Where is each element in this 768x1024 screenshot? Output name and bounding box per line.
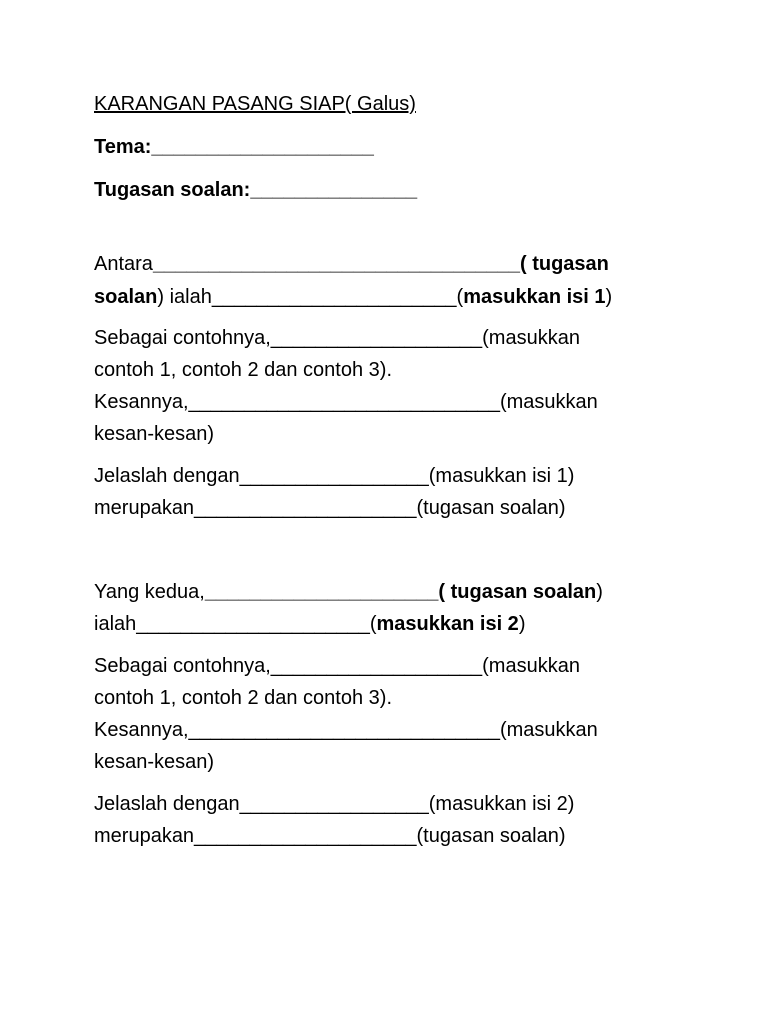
s1-line-4: contoh 1, contoh 2 dan contoh 3).	[94, 359, 392, 381]
s1-line-6: kesan-kesan)	[94, 423, 215, 445]
s2-close-paren-1: )	[596, 581, 603, 603]
s1-line-8: merupakan____________________(tugasan soalan)	[94, 497, 566, 519]
s1-line-1	[94, 252, 609, 276]
tugasan-line: Tugasan soalan:_______________	[94, 179, 418, 201]
s2-line-2	[94, 612, 525, 636]
s2-isi-label: masukkan isi 2	[376, 613, 519, 635]
s1-antara: Antara	[94, 253, 153, 275]
s2-line-5: Kesannya,____________________________(masukkan	[94, 719, 598, 741]
s1-close-paren: )	[605, 286, 613, 308]
s1-isi-label: masukkan isi 1	[463, 286, 606, 308]
s1-tugasan-blank: _________________________________( tugasan	[152, 253, 609, 275]
s2-line-8: merupakan____________________(tugasan soalan)	[94, 825, 566, 847]
s1-ialah: ) ialah______________________(	[157, 286, 464, 308]
s1-line-7: Jelaslah dengan_________________(masukkan isi 1)	[94, 465, 575, 487]
s2-line-7: Jelaslah dengan_________________(masukkan isi 2)	[94, 793, 575, 815]
s1-line-2	[94, 285, 612, 309]
s2-close-paren-2: )	[518, 613, 526, 635]
s2-line-6: kesan-kesan)	[94, 751, 215, 773]
tema-line: Tema:____________________	[94, 136, 374, 158]
s1-soalan: soalan	[94, 286, 158, 308]
s2-line-4: contoh 1, contoh 2 dan contoh 3).	[94, 687, 392, 709]
document-title: KARANGAN PASANG SIAP( Galus)	[94, 93, 416, 115]
s1-line-3: Sebagai contohnya,___________________(masukkan	[94, 327, 580, 349]
s1-line-5: Kesannya,____________________________(masukkan	[94, 391, 598, 413]
s2-line-3: Sebagai contohnya,___________________(masukkan	[94, 655, 580, 677]
s2-tugasan-blank: _____________________( tugasan soalan	[204, 581, 597, 603]
s2-yang-kedua: Yang kedua,	[94, 581, 205, 603]
s2-line-1	[94, 580, 603, 604]
s2-ialah: ialah_____________________(	[94, 613, 377, 635]
